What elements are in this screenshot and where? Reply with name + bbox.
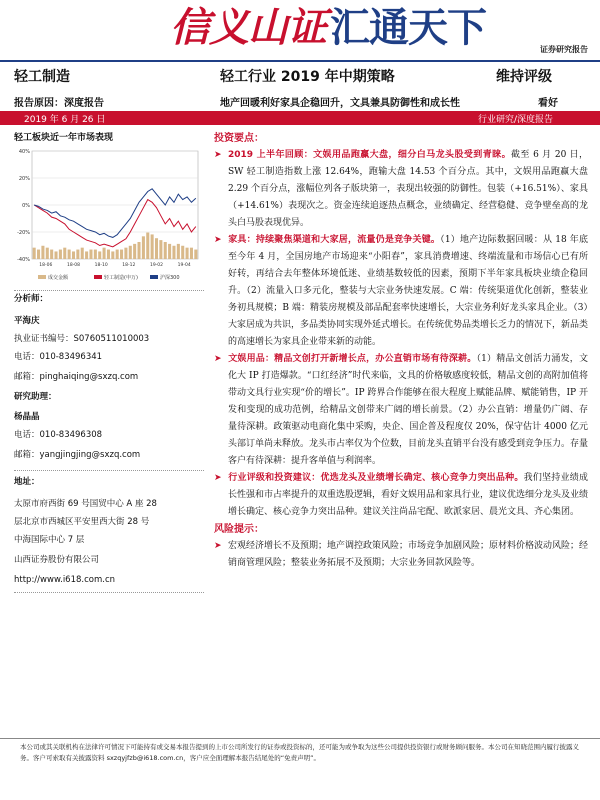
arrow-icon: ➤ (214, 235, 222, 245)
x-tick-label: 18-06 (39, 263, 53, 268)
address-line: 太原市府西街 69 号国贸中心 A 座 28 (14, 499, 157, 509)
series-line (34, 189, 196, 238)
volume-bar (194, 250, 197, 259)
x-tick-label: 18-12 (122, 263, 136, 268)
volume-bar (142, 236, 145, 259)
rating-value: 看好 (538, 98, 558, 109)
assistant-phone: 电话：010-83496308 (14, 430, 103, 440)
analyst-label: 分析师： (14, 294, 49, 304)
volume-bar (133, 244, 136, 259)
x-tick-label: 19-02 (149, 263, 164, 268)
chart-svg (14, 145, 204, 285)
para-furniture: ➤ 家具：持续聚焦渠道和大家居，流量仍是竞争关键。（1）地产边际数据回暖：从 18 年底至今年 4 月，全国房地产市场迎来“小阳春”，家具消费增速、终端流量和市场信心已有所好转，再结合去年整体环境低迷、业绩基数较低的因素，预期下半年家具板块业绩企稳回升。（2）流量入口多元化，整装与大宗业务快速发展。C 端：传统渠道优化创新，整装业务初具规模；B 端：精装房规模及部品配套率快速增长，大宗业务利好龙头家具企业。（3）大家居成为共识，多品类协同实现外延式增长。在传统优势品类增长乏力的情况下，新品类的高速增长为家具企业带来新的动能。 (214, 232, 588, 351)
volume-bar (181, 246, 184, 259)
footer-divider (0, 738, 600, 739)
date-bar (0, 111, 600, 125)
chart-title: 轻工板块近一年市场表现 (14, 133, 114, 143)
y-tick-label: 0% (22, 203, 30, 209)
y-tick-label: 20% (18, 176, 30, 182)
address-label: 地址： (14, 477, 40, 487)
volume-bar (190, 248, 193, 259)
volume-bar (177, 244, 180, 259)
arrow-icon: ➤ (214, 354, 222, 364)
assistant-email[interactable]: 邮箱：yangjingjing@sxzq.com (14, 450, 141, 460)
address-line: 中海国际中心 7 层 (14, 535, 85, 545)
volume-bar (103, 248, 106, 259)
title-row (14, 66, 586, 88)
brand-header (0, 0, 600, 62)
volume-bar (89, 250, 92, 259)
report-type: 行业研究/深度报告 (478, 115, 554, 125)
volume-bar (129, 246, 132, 259)
volume-bar (94, 250, 97, 259)
legend-swatch (94, 275, 102, 279)
y-tick-label: 40% (18, 149, 30, 155)
legend-label: 沪深300 (160, 275, 180, 281)
volume-bar (155, 238, 158, 259)
report-reason: 报告原因：深度报告 (14, 98, 104, 109)
volume-bar (81, 248, 84, 259)
para-risk: ➤ 宏观经济增长不及预期；地产调控政策风险；市场竞争加剧风险；原材料价格波动风险；经销商管理风险；整装业务拓展不及预期；大宗业务回款风险等。 (214, 538, 588, 572)
legend-swatch (38, 275, 46, 279)
para-rating: ➤ 行业评级和投资建议：优选龙头及业绩增长确定、核心竞争力突出品种。我们坚持业绩成长性强和市占率提升的双重选股逻辑，看好文娱用品和家具行业，建议优选细分龙头及业绩增长确定、核心竞争力突出品种。建议关注尚品宅配、欧派家居、晨光文具、齐心集团。 (214, 470, 588, 521)
volume-bar (172, 246, 175, 259)
para-stationery: ➤ 文娱用品：精品文创打开新增长点，办公直销市场有待深耕。（1）精品文创活力涌发，文化大 IP 打造爆款。“口红经济”时代来临，文具的价格敏感度较低，精品文创的高附加值将带动文具行业实现“价的增长”。IP 跨界合作能够在很大程度上赋能品牌、赋能销售，IP 开发和变现的成功范例，给精品文创带来广阔的增长前景。（2）办公直销：增量仍广阔、存量待深耕。政策驱动电商化集中采购，央企、国企普及程度仅 20%，保守估计 4000 亿元头部订单尚未释放。龙头市占率仅为个位数，目前龙头直销平台没有感受到竞争压力。存量客户有待深耕：提升客单值与利润率。 (214, 351, 588, 470)
volume-bar (85, 251, 88, 259)
volume-bar (37, 250, 40, 259)
volume-bar (59, 250, 62, 259)
legend-label: 成交金额 (48, 275, 69, 281)
assistant-label: 研究助理： (14, 392, 57, 402)
rating-label: 维持评级 (496, 69, 552, 85)
industry-name: 轻工制造 (14, 69, 70, 85)
y-tick-label: -20% (17, 230, 30, 236)
volume-bar (124, 248, 127, 259)
address-line: 层北京市西城区平安里西大街 28 号 (14, 517, 150, 527)
volume-bar (146, 233, 149, 259)
volume-bar (54, 251, 57, 259)
company-logo (170, 0, 486, 53)
company-website[interactable]: http://www.i618.com.cn (14, 575, 116, 585)
arrow-icon: ➤ (214, 541, 222, 551)
volume-bar (98, 251, 101, 259)
header-divider (0, 60, 600, 62)
volume-bar (72, 251, 75, 259)
volume-bar (116, 250, 119, 259)
x-tick-label: 18-10 (94, 263, 108, 268)
volume-bar (137, 242, 140, 259)
arrow-icon: ➤ (214, 150, 222, 160)
market-performance-chart (14, 145, 204, 285)
logo-text-part2: 汇通天下 (330, 4, 486, 51)
volume-bar (151, 234, 154, 259)
analyst-phone: 电话：010-83496341 (14, 352, 103, 362)
legend-swatch (150, 275, 158, 279)
volume-bar (107, 250, 110, 259)
report-subtitle: 地产回暖利好家具企稳回升，文具兼具防御性和成长性 (220, 98, 460, 109)
volume-bar (33, 248, 36, 259)
assistant-name: 杨晶晶 (14, 412, 40, 422)
main-content (214, 130, 588, 572)
report-date: 2019 年 6 月 26 日 (24, 115, 106, 125)
divider (14, 470, 204, 471)
company-name: 山西证券股份有限公司 (14, 555, 100, 565)
volume-bar (120, 250, 123, 259)
footer-disclaimer: 本公司或其关联机构在法律许可情况下可能持有或交易本报告提到的上市公司所发行的证券或投资标的，还可能为或争取为这些公司提供投资银行或财务顾问服务。本公司在知晓范围内履行披露义务。客户可索取有关披露资料 sxzqyjfzb@i618.com.cn，客户应全面理解本报告结尾处的“免责声明”。 (20, 743, 579, 762)
logo-text-part1: 信义山证 (170, 4, 326, 51)
invest-points-heading: 投资要点： (214, 133, 264, 144)
volume-bar (63, 248, 66, 259)
x-tick-label: 19-04 (177, 263, 191, 268)
legend-label: 轻工制造(申万) (104, 275, 138, 281)
para-review: ➤ 2019 上半年回顾：文娱用品跑赢大盘，细分白马龙头股受到青睐。截至 6 月 20 日，SW 轻工制造指数上涨 12.64%，跑输大盘 14.53 个百分点。其中，文娱用品跑赢大盘 2.29 个百分点，涨幅位列各子版块第一，表现出较强的防御性。包装（+16.51%）、家具（+14.61%）表现次之。资金连续追逐热点概念，业绩确定、经营稳健、竞争壁垒高的龙头白马股表现优异。 (214, 147, 588, 232)
volume-bar (50, 250, 53, 259)
divider (14, 290, 204, 291)
report-category: 证券研究报告 (540, 45, 588, 54)
volume-bar (41, 246, 44, 259)
volume-bar (159, 240, 162, 259)
volume-bar (111, 251, 114, 259)
y-tick-label: -40% (17, 257, 30, 263)
report-title: 轻工行业 2019 年中期策略 (220, 69, 395, 85)
analyst-email[interactable]: 邮箱：pinghaiqing@sxzq.com (14, 372, 139, 382)
analyst-cert: 执业证书编号：S0760511010003 (14, 334, 150, 344)
volume-bar (164, 242, 167, 259)
series-line (34, 200, 196, 247)
volume-bar (186, 248, 189, 259)
volume-bar (76, 250, 79, 259)
arrow-icon: ➤ (214, 473, 222, 483)
subtitle-row (14, 92, 586, 110)
volume-bar (168, 244, 171, 259)
x-tick-label: 18-08 (66, 263, 81, 268)
volume-bar (46, 248, 49, 259)
divider (14, 592, 204, 593)
volume-bar (68, 250, 71, 259)
analyst-name: 平海庆 (14, 316, 40, 326)
risk-heading: 风险提示： (214, 524, 264, 535)
